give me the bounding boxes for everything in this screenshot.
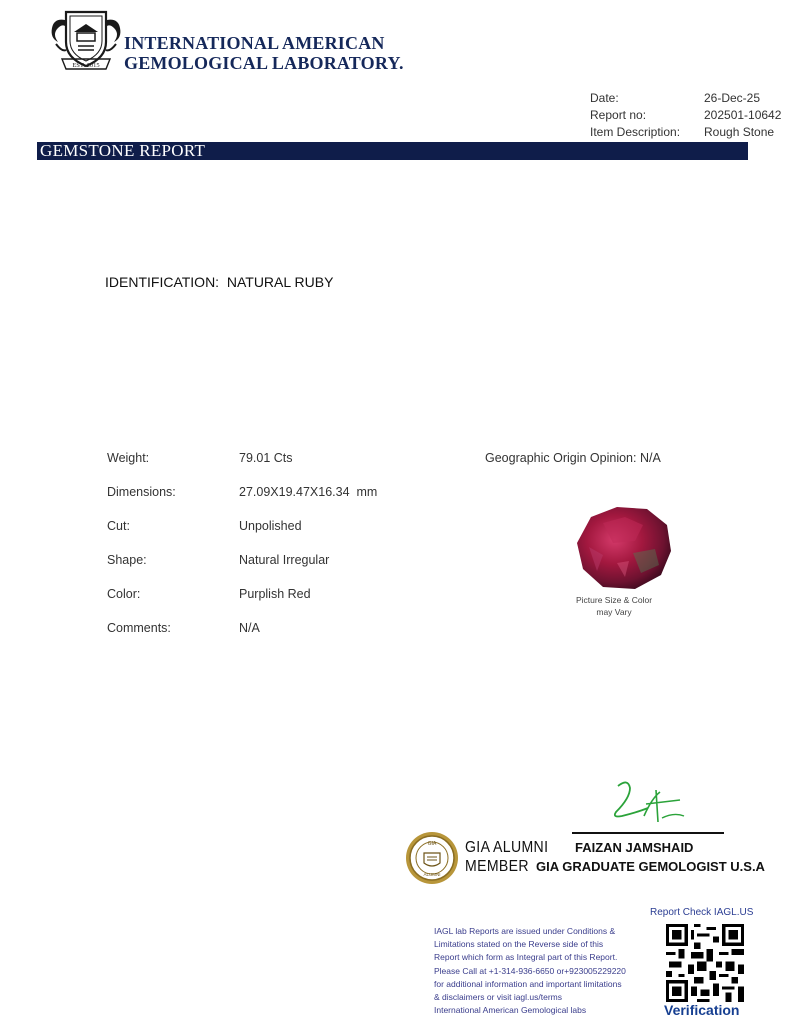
- detail-row-shape: [107, 553, 459, 587]
- gem-caption: [558, 594, 670, 618]
- signature-mark: [608, 778, 688, 832]
- disclaimer-line: International American Gemological labs: [434, 1005, 587, 1016]
- org-name-line1: INTERNATIONAL AMERICAN: [124, 33, 385, 53]
- disclaimer-line: Report which form as Integral part of this Report.: [434, 952, 618, 963]
- origin-label: Geographic Origin Opinion:: [485, 451, 637, 465]
- disclaimer-line: for additional information and important limitations: [434, 978, 622, 989]
- gem-caption-line2: may Vary: [596, 607, 632, 617]
- lab-logo-icon: [48, 6, 124, 72]
- qr-code-icon[interactable]: [666, 924, 744, 1002]
- identification-label: IDENTIFICATION:: [105, 274, 220, 290]
- meta-report-no-label: Report no:: [590, 108, 647, 122]
- detail-row-color: [107, 587, 459, 621]
- report-meta: [590, 90, 784, 141]
- report-check-link[interactable]: Report Check IAGL.US: [650, 907, 754, 918]
- signature-line: [572, 832, 724, 834]
- meta-date-label: Date:: [590, 91, 619, 105]
- org-name-line2: GEMOLOGICAL LABORATORY.: [124, 53, 404, 73]
- detail-label: Dimensions:: [107, 485, 176, 499]
- disclaimer-line: Limitations stated on the Reverse side of this: [434, 939, 604, 950]
- detail-label: Color:: [107, 587, 141, 601]
- geographic-origin: [485, 451, 661, 465]
- meta-item-desc-value: Rough Stone: [704, 125, 775, 139]
- gem-details: [107, 451, 459, 655]
- detail-value: N/A: [239, 621, 260, 635]
- detail-row-cut: [107, 519, 459, 553]
- detail-value: 79.01 Cts: [239, 451, 293, 465]
- meta-report-no-value: 202501-10642: [704, 108, 782, 122]
- meta-report-no-row: [590, 107, 784, 124]
- verification-label[interactable]: Verification: [664, 1002, 740, 1018]
- detail-value: Purplish Red: [239, 587, 311, 601]
- gia-seal-top: GIA: [427, 841, 437, 847]
- detail-row-weight: [107, 451, 459, 485]
- gem-caption-line1: Picture Size & Color: [575, 595, 653, 605]
- origin-value: N/A: [639, 451, 661, 465]
- gemstone-photo: [573, 503, 675, 593]
- detail-row-comments: [107, 621, 459, 655]
- identification-value: NATURAL RUBY: [226, 274, 334, 290]
- gia-alumni-badge: [465, 838, 560, 876]
- detail-label: Comments:: [107, 621, 171, 635]
- meta-item-desc-row: [590, 124, 784, 141]
- detail-value: Natural Irregular: [239, 553, 330, 567]
- gia-seal-bottom: ALUMNI: [423, 872, 441, 877]
- identification: [105, 274, 333, 290]
- gia-seal-icon: [405, 831, 459, 885]
- detail-label: Cut:: [107, 519, 130, 533]
- detail-row-dimensions: [107, 485, 459, 519]
- detail-label: Shape:: [107, 553, 147, 567]
- meta-date-value: 26-Dec-25: [704, 91, 761, 105]
- detail-value: Unpolished: [239, 519, 302, 533]
- meta-date-row: [590, 90, 784, 107]
- meta-item-desc-label: Item Description:: [590, 125, 681, 139]
- logo-est-text: EST. 2015: [72, 62, 100, 69]
- report-title: GEMSTONE REPORT: [40, 141, 206, 160]
- disclaimer-line: & disclaimers or visit iagl.us/terms: [434, 992, 563, 1003]
- detail-label: Weight:: [107, 451, 150, 465]
- detail-value: 27.09X19.47X16.34 mm: [239, 485, 378, 499]
- gia-alumni-line1: GIA ALUMNI: [465, 839, 549, 856]
- disclaimer: [434, 925, 654, 1017]
- signatory-name: FAIZAN JAMSHAID: [575, 840, 694, 855]
- org-name: [124, 33, 404, 73]
- gia-alumni-line2: MEMBER: [465, 858, 529, 875]
- signatory-title: GIA GRADUATE GEMOLOGIST U.S.A: [536, 859, 765, 874]
- disclaimer-line: IAGL lab Reports are issued under Conditions &: [434, 926, 616, 936]
- disclaimer-line: Please Call at +1-314-936-6650 or+923005229220: [434, 965, 626, 976]
